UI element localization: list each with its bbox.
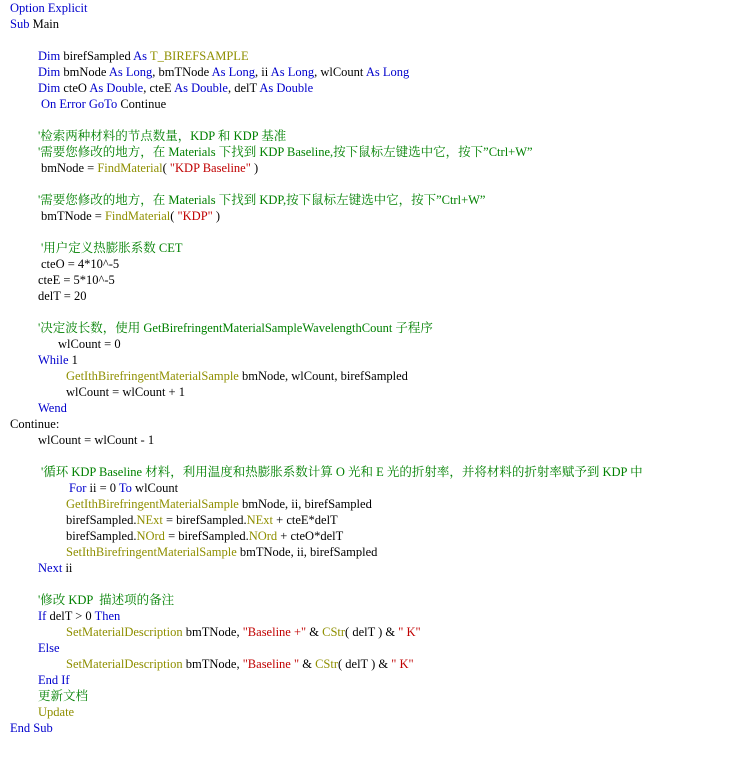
code-line [10,512,725,528]
code-line [10,48,725,64]
code-text: cteO [60,81,90,95]
code-text: , delT [227,81,260,95]
code-line [10,160,725,176]
code-line [10,144,725,160]
string-literal: "KDP" [177,209,213,223]
code-line [10,640,725,656]
keyword: As Long [108,65,153,79]
code-text: ) [212,209,221,223]
keyword: Next [38,561,63,575]
code-line [10,96,725,112]
code-line [10,352,725,368]
code-text: bmTNode, [182,625,243,639]
code-line [10,496,725,512]
string-literal: "Baseline +" [242,625,307,639]
comment: '循环 KDP Baseline 材料，利用温度和热膨胀系数计算 O 光和 E 光的折射率，并将材料的折射率赋予到 KDP 中 [41,465,643,479]
keyword: Dim [38,81,61,95]
code-text: Main [29,17,59,31]
identifier: NOrd [136,529,165,543]
comment: '决定波长数，使用 GetBirefringentMaterialSampleWavelengthCount 子程序 [38,321,433,335]
code-text: bmNode, ii, birefSampled [238,497,372,511]
code-text: ii = 0 [86,481,119,495]
code-line [10,416,725,432]
code-text: bmNode [60,65,109,79]
code-text: ii [62,561,73,575]
keyword: Option Explicit [10,1,88,15]
code-text: & [299,657,316,671]
identifier: NOrd [248,529,278,543]
code-text: Continue [117,97,167,111]
code-text: & [306,625,323,639]
keyword: Else [38,641,60,655]
code-text: = birefSampled. [164,529,249,543]
blank-line [10,112,725,128]
code-text: birefSampled [60,49,134,63]
keyword: To [118,481,132,495]
keyword: As Double [89,81,144,95]
code-text: , bmTNode [152,65,212,79]
code-text: cteE = 5*10^-5 [38,273,115,287]
code-text: ( [162,161,170,175]
identifier: Update [38,705,75,719]
code-text: ( delT ) & [338,657,392,671]
identifier: FindMaterial [104,209,171,223]
identifier: NExt [246,513,274,527]
keyword: As Long [365,65,410,79]
code-line [10,80,725,96]
code-line [10,240,725,256]
code-line [10,624,725,640]
keyword: As Double [259,81,314,95]
code-text: wlCount = 0 [58,337,121,351]
code-text: delT = 20 [38,289,87,303]
identifier: CStr [322,625,346,639]
comment: '需要您修改的地方，在 Materials 下找到 KDP,按下鼠标左键选中它，按下”Ctrl+W” [38,193,486,207]
comment: '用户定义热膨胀系数 CET [41,241,183,255]
blank-line [10,448,725,464]
identifier: GetIthBirefringentMaterialSample [66,369,239,383]
comment: 更新文档 [38,689,89,703]
code-line [10,320,725,336]
code-text: + cteE*delT [273,513,338,527]
code-line [10,128,725,144]
code-text: wlCount = wlCount + 1 [66,385,185,399]
code-line [10,64,725,80]
string-literal: "Baseline " [242,657,300,671]
keyword: End Sub [10,721,53,735]
code-line [10,544,725,560]
string-literal: " K" [398,625,421,639]
code-text: bmTNode = [41,209,105,223]
identifier: CStr [315,657,338,671]
blank-line [10,176,725,192]
code-text: ( [170,209,178,223]
code-text: bmTNode, ii, birefSampled [236,545,378,559]
keyword: End If [38,673,70,687]
code-line [10,672,725,688]
identifier: SetIthBirefringentMaterialSample [66,545,237,559]
blank-line [10,304,725,320]
keyword: If [38,609,47,623]
code-text: birefSampled. [66,529,137,543]
code-text: bmNode = [41,161,98,175]
comment: '修改 KDP 描述项的备注 [38,593,175,607]
keyword: As [133,49,148,63]
identifier: GetIthBirefringentMaterialSample [66,497,239,511]
keyword: As Long [270,65,315,79]
comment: '检索两种材料的节点数量，KDP 和 KDP 基准 [38,129,287,143]
code-line [10,272,725,288]
code-line [10,432,725,448]
keyword: Dim [38,49,61,63]
code-line [10,592,725,608]
code-text: wlCount [131,481,179,495]
code-line [10,0,725,16]
keyword: Then [94,609,121,623]
code-text: = birefSampled. [162,513,247,527]
code-line [10,704,725,720]
code-line [10,656,725,672]
code-line [10,16,725,32]
code-line [10,288,725,304]
code-line [10,608,725,624]
code-line [10,192,725,208]
code-line [10,208,725,224]
code-editor[interactable] [10,0,725,736]
keyword: While [38,353,69,367]
keyword: Sub [10,17,30,31]
code-text: delT > 0 [46,609,95,623]
blank-line [10,576,725,592]
code-line [10,464,725,480]
identifier: SetMaterialDescription [66,625,183,639]
string-literal: " K" [391,657,414,671]
code-text: 1 [68,353,78,367]
code-text: bmNode, wlCount, birefSampled [238,369,408,383]
blank-line [10,224,725,240]
keyword: For [69,481,87,495]
keyword: On Error GoTo [41,97,118,111]
code-text: Continue: [10,417,60,431]
code-line [10,720,725,736]
keyword: As Double [174,81,228,95]
identifier: SetMaterialDescription [66,657,183,671]
comment: '需要您修改的地方，在 Materials 下找到 KDP Baseline,按下鼠标左键选中它，按下”Ctrl+W” [38,145,533,159]
code-text: wlCount = wlCount - 1 [38,433,155,447]
identifier: T_BIREFSAMPLE [149,49,249,63]
code-line [10,384,725,400]
code-text: ) [250,161,259,175]
identifier: FindMaterial [97,161,163,175]
code-line [10,688,725,704]
code-line [10,528,725,544]
code-line [10,256,725,272]
code-text: + cteO*delT [277,529,344,543]
code-text: birefSampled. [66,513,137,527]
code-line [10,368,725,384]
keyword: As Long [211,65,256,79]
identifier: NExt [136,513,163,527]
code-text: , cteE [143,81,175,95]
code-line [10,560,725,576]
code-line [10,480,725,496]
code-text: ( delT ) & [345,625,399,639]
code-line [10,400,725,416]
code-text: cteO = 4*10^-5 [41,257,120,271]
keyword: Wend [38,401,67,415]
string-literal: "KDP Baseline" [169,161,251,175]
code-line [10,336,725,352]
code-text: , ii [255,65,271,79]
code-text: bmTNode, [182,657,243,671]
blank-line [10,32,725,48]
keyword: Dim [38,65,61,79]
code-text: , wlCount [314,65,366,79]
